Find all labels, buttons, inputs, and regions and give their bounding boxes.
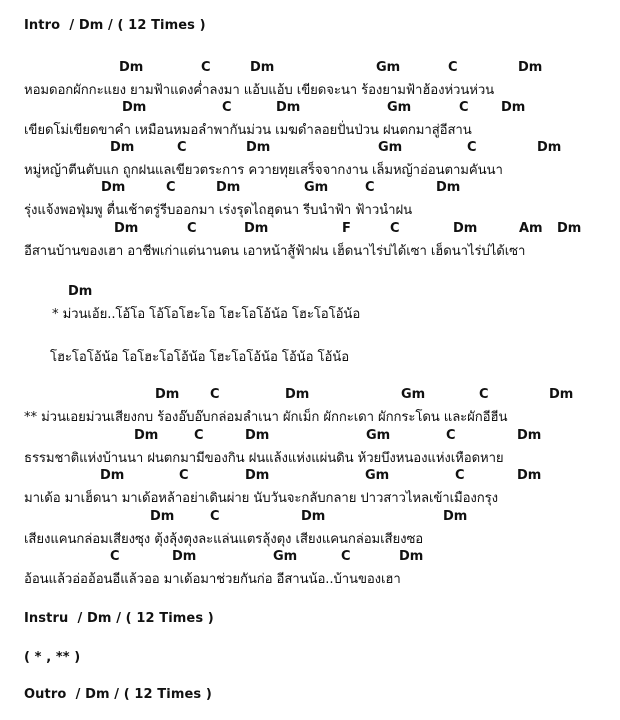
chord-gm: Gm <box>365 468 390 483</box>
chord-gm: Gm <box>304 180 329 195</box>
chord-c: C <box>110 549 120 564</box>
chord-c: C <box>446 428 456 443</box>
chord-dm: Dm <box>245 428 270 443</box>
lyric-line: มาเด้อ มาเฮ็ดนา มาเด้อหล้าอย่าเดินผ่าย นับวันจะกลับกลาย ปาวสาวไหลเข้าเมืองกรุง <box>24 491 498 506</box>
chord-gm: Gm <box>401 387 426 402</box>
chord-dm: Dm <box>244 221 269 236</box>
chord-c: C <box>210 387 220 402</box>
chord-c: C <box>448 60 458 75</box>
chord-gm: Gm <box>366 428 391 443</box>
chord-c: C <box>222 100 232 115</box>
chord-c: C <box>341 549 351 564</box>
chord-dm: Dm <box>501 100 526 115</box>
lyric-line: ** ม่วนเอยม่วนเสียงกบ ร้องอ๊บอ๊บกล่อมลำเนา ผักเม็ก ผักกะเดา ผักกระโดน และผักอีฮีน <box>24 410 508 425</box>
chord-dm: Dm <box>436 180 461 195</box>
chord-dm: Dm <box>245 468 270 483</box>
chord-dm: Dm <box>122 100 147 115</box>
chord-row <box>0 284 620 302</box>
chord-row <box>0 549 620 567</box>
chord-c: C <box>455 468 465 483</box>
instru-heading: Instru / Dm / ( 12 Times ) <box>24 611 214 626</box>
chord-dm: Dm <box>285 387 310 402</box>
chord-dm: Dm <box>172 549 197 564</box>
chord-dm: Dm <box>101 180 126 195</box>
chord-dm: Dm <box>549 387 574 402</box>
lyric-line: หอมดอกผักกะแยง ยามฟ้าแดงค่ำลงมา แอ้บแอ้บ เขียดจะนา ร้องยามฟ้าฮ้องห่วนห่วน <box>24 83 495 98</box>
lyric-line: เสียงแคนกล่อมเสียงซุง ตุ้งลุ้งตุงละแล่นแตรลุ้งตุง เสียงแคนกล่อมเสียงซอ <box>24 532 424 547</box>
chord-dm: Dm <box>518 60 543 75</box>
intro-heading: Intro / Dm / ( 12 Times ) <box>24 18 206 33</box>
chord-dm: Dm <box>68 284 93 299</box>
chord-row <box>0 387 620 405</box>
chord-row <box>0 140 620 158</box>
chord-dm: Dm <box>119 60 144 75</box>
lyric-line: ธรรมชาติแห่งบ้านนา ฝนตกมามีของกิน ฝนแล้งแห่งแผ่นดิน ห้วยบึงหนองแห่งเหือดหาย <box>24 451 504 466</box>
lyric-line: หมู่หญ้าตีนตับแก ถูกฝนแลเขียวตระการ ควายทุยเสร็จจากงาน เล็มหญ้าอ่อนตามคันนา <box>24 163 503 178</box>
chord-c: C <box>210 509 220 524</box>
outro-heading: Outro / Dm / ( 12 Times ) <box>24 687 212 702</box>
chord-dm: Dm <box>443 509 468 524</box>
chord-c: C <box>467 140 477 155</box>
chord-c: C <box>365 180 375 195</box>
chord-dm: Dm <box>301 509 326 524</box>
chorus-lyric-line: * ม่วนเอ้ย..โอ้โอ โอ้โอโฮะโอ โฮะโอโอ้น้อ โฮะโอโอ้น้อ <box>52 307 361 322</box>
chord-dm: Dm <box>110 140 135 155</box>
chord-c: C <box>201 60 211 75</box>
chord-gm: Gm <box>387 100 412 115</box>
chord-dm: Dm <box>276 100 301 115</box>
chorus-lyric-line: โฮะโอโอ้น้อ โอโฮะโอโอ้น้อ โฮะโอโอ้น้อ โอ้น้อ โอ้น้อ <box>50 350 350 365</box>
chord-dm: Dm <box>557 221 582 236</box>
chord-dm: Dm <box>114 221 139 236</box>
chord-c: C <box>179 468 189 483</box>
chord-dm: Dm <box>134 428 159 443</box>
chord-c: C <box>194 428 204 443</box>
chord-dm: Dm <box>250 60 275 75</box>
chord-row <box>0 180 620 198</box>
chord-gm: Gm <box>273 549 298 564</box>
chord-dm: Dm <box>155 387 180 402</box>
chord-am: Am <box>519 221 543 236</box>
chord-dm: Dm <box>453 221 478 236</box>
chord-f: F <box>342 221 351 236</box>
chord-row <box>0 221 620 239</box>
chord-c: C <box>459 100 469 115</box>
chord-dm: Dm <box>216 180 241 195</box>
chord-gm: Gm <box>376 60 401 75</box>
chord-row <box>0 509 620 527</box>
chord-c: C <box>390 221 400 236</box>
chord-dm: Dm <box>246 140 271 155</box>
chord-c: C <box>166 180 176 195</box>
chord-c: C <box>177 140 187 155</box>
chord-row <box>0 468 620 486</box>
chord-row <box>0 100 620 118</box>
chord-c: C <box>187 221 197 236</box>
chord-dm: Dm <box>150 509 175 524</box>
chord-dm: Dm <box>517 428 542 443</box>
lyric-line: รุ่งแจ้งพอฟุ่มพู ตื่นเช้าตรู่รีบออกมา เร่งรุดไถฮุดนา รีบนำฟ้า ฟ้าวนำฝน <box>24 203 413 218</box>
chord-dm: Dm <box>100 468 125 483</box>
lyric-line: อีสานบ้านของเฮา อาชีพเก่าแต่นานดน เอาหน้าสู้ฟ้าฝน เฮ็ดนาไร่บ่ได้เซา เฮ็ดนาไร่บ่ได้เซา <box>24 244 526 259</box>
chord-dm: Dm <box>517 468 542 483</box>
lyric-line: อ้อนแล้วอ่ออ้อนอีแล้วออ มาเด้อมาช่วยกันก่อ อีสานน้อ..บ้านของเฮา <box>24 572 401 587</box>
chord-c: C <box>479 387 489 402</box>
lyric-line: เขียดโม่เขียดขาคำ เหมือนหมอลำพากันม่วน เมฆดำลอยปั่นป่วน ฝนตกมาสู่อีสาน <box>24 123 472 138</box>
chord-gm: Gm <box>378 140 403 155</box>
repeat-marker: ( * , ** ) <box>24 650 81 665</box>
chord-row <box>0 60 620 78</box>
chord-row <box>0 428 620 446</box>
chord-dm: Dm <box>399 549 424 564</box>
chord-dm: Dm <box>537 140 562 155</box>
